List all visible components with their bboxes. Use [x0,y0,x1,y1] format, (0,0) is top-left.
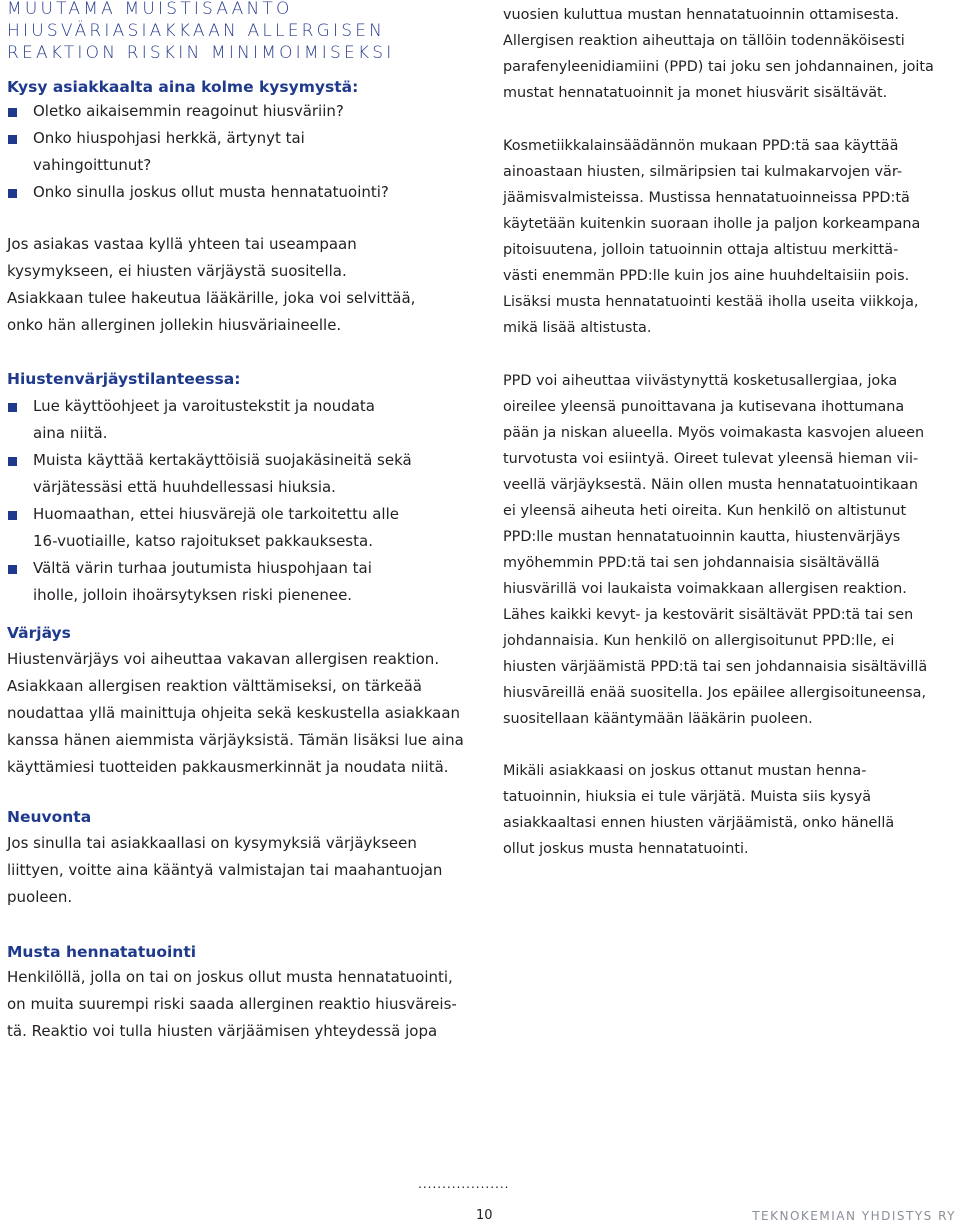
henna-text: Henkilöllä, jolla on tai on joskus ollut musta hennatatuointi, on muita suurempi riski saada allerginen reaktio hiusväreis- tä. Reaktio voi tulla hiusten värjäämisen yhteydessä jopa [7,968,457,1040]
advice-heading: Neuvonta [7,808,92,826]
square-bullet-icon [8,135,17,144]
situation-heading: Hiustenvärjäystilanteessa: [7,370,241,388]
henna-heading: Musta hennatatuointi [7,943,197,961]
title-line: REAKTION RISKIN MINIMOIMISEKSI [7,43,395,63]
list-item: Vältä värin turhaa joutumista hiuspohjaan tai iholle, jolloin ihoärsytyksen riski pienenee. [7,555,413,609]
list-item: Huomaathan, ettei hiusvärejä ole tarkoitettu alle 16-vuotiaille, katso rajoitukset pakkauksesta. [7,501,423,555]
right-paragraph-1: vuosien kuluttua mustan hennatatuoinnin ottamisesta. Allergisen reaktion aiheuttaja on tällöin todennäköisesti parafenyleenidiamiini (PPD) tai joku sen johdannainen, joita mustat hennatatuoinnit ja monet hiusvärit sisältävät. [503,7,934,101]
right-paragraph-2: Kosmetiikkalainsäädännön mukaan PPD:tä saa käyttää ainoastaan hiusten, silmäripsien tai kulmakarvojen vär- jäämisvalmisteissa. Mustissa hennatatuoinneissa PPD:tä käytetään kuitenkin suoraan iholle ja paljon korkeampana pitoisuutena, jolloin tatuoinnin ottaja altistuu merkittä- västi enemmän PPD:lle kuin jos aine huuhdeltaisiin pois. Lisäksi musta hennatatuointi kestää iholla useita viikkoja, mikä lisää altistusta. [503,138,921,336]
square-bullet-icon [8,565,17,574]
square-bullet-icon [8,457,17,466]
list-item: Oletko aikaisemmin reagoinut hiusväriin? [7,98,472,125]
page-title [7,0,472,64]
questions-list [7,98,472,206]
page-number: 10 [476,1208,493,1223]
advice-text: Jos sinulla tai asiakkaallasi on kysymyksiä värjäykseen liittyen, voitte aina kääntyä valmistajan tai maahantuojan puoleen. [7,834,443,906]
situation-list [7,393,447,609]
right-paragraph-3: PPD voi aiheuttaa viivästynyttä kosketusallergiaa, joka oireilee yleensä punoittavana ja kutisevana ihottumana pään ja niskan alueella. Myös voimakasta kasvojen alueen turvotusta voi esiintyä. Oireet tulevat yleensä hieman vii- veellä värjäyksestä. Näin ollen musta hennatatuointikaan ei yleensä aiheuta heti oireita. Kun henkilö on altistunut PPD:lle mustan hennatatuoinnin kautta, hiustenvärjäys myöhemmin PPD:tä tai sen johdannaisia sisältävällä hiusvärillä voi laukaista voimakkaan allergisen reaktion. Lähes kaikki kevyt- ja kestovärit sisältävät PPD:tä tai sen johdannaisia. Kun henkilö on allergisoitunut PPD:lle, ei hiusten värjäämistä PPD:tä tai sen johdannaisia sisältävillä hiusvāreillä enää suositella. Jos epäilee allergisoituneensa, suositellaan kääntymään lääkärin puoleen. [503,373,928,727]
list-item: Onko hiuspohjasi herkkä, ärtynyt tai vahingoittunut? [7,125,323,179]
questions-note: Jos asiakas vastaa kyllä yhteen tai useampaan kysymykseen, ei hiusten värjäystä suositella. Asiakkaan tulee hakeutua lääkärille, joka voi selvittää, onko hän allerginen jollekin hiusväriaineelle. [7,235,416,334]
right-paragraph-4: Mikäli asiakkaasi on joskus ottanut mustan henna- tatuoinnin, hiuksia ei tule värjätä. Muista siis kysyä asiakkaaltasi ennen hiusten värjäämistä, onko hänellä ollut joskus musta hennatatuointi. [503,763,895,857]
footer-dots: ................... [418,1177,510,1191]
square-bullet-icon [8,511,17,520]
list-item: Onko sinulla joskus ollut musta hennatatuointi? [7,179,472,206]
square-bullet-icon [8,403,17,412]
footer-organization: TEKNOKEMIAN YHDISTYS RY [752,1209,956,1223]
left-column [7,0,472,1045]
title-line: HIUSVÄRIASIAKKAAN ALLERGISEN [7,21,386,41]
list-item: Muista käyttää kertakäyttöisiä suojakäsineitä sekä värjätessäsi että huuhdellessasi hiuksia. [7,447,453,501]
list-item: Lue käyttöohjeet ja varoitustekstit ja noudata aina niitä. [7,393,403,447]
questions-heading: Kysy asiakkaalta aina kolme kysymystä: [7,78,359,96]
title-line: MUUTAMA MUISTISÄÄNTÖ [7,0,293,19]
right-column [503,0,955,862]
square-bullet-icon [8,189,17,198]
square-bullet-icon [8,108,17,117]
coloring-text: Hiustenvärjäys voi aiheuttaa vakavan allergisen reaktion. Asiakkaan allergisen reaktion välttämiseksi, on tärkeää noudattaa yllä mainittuja ohjeita sekä keskustella asiakkaan kanssa hänen aiemmista värjäyksistä. Tämän lisäksi lue aina käyttämiesi tuotteiden pakkausmerkinnät ja noudata niitä. [7,650,464,776]
coloring-heading: Värjäys [7,624,71,642]
